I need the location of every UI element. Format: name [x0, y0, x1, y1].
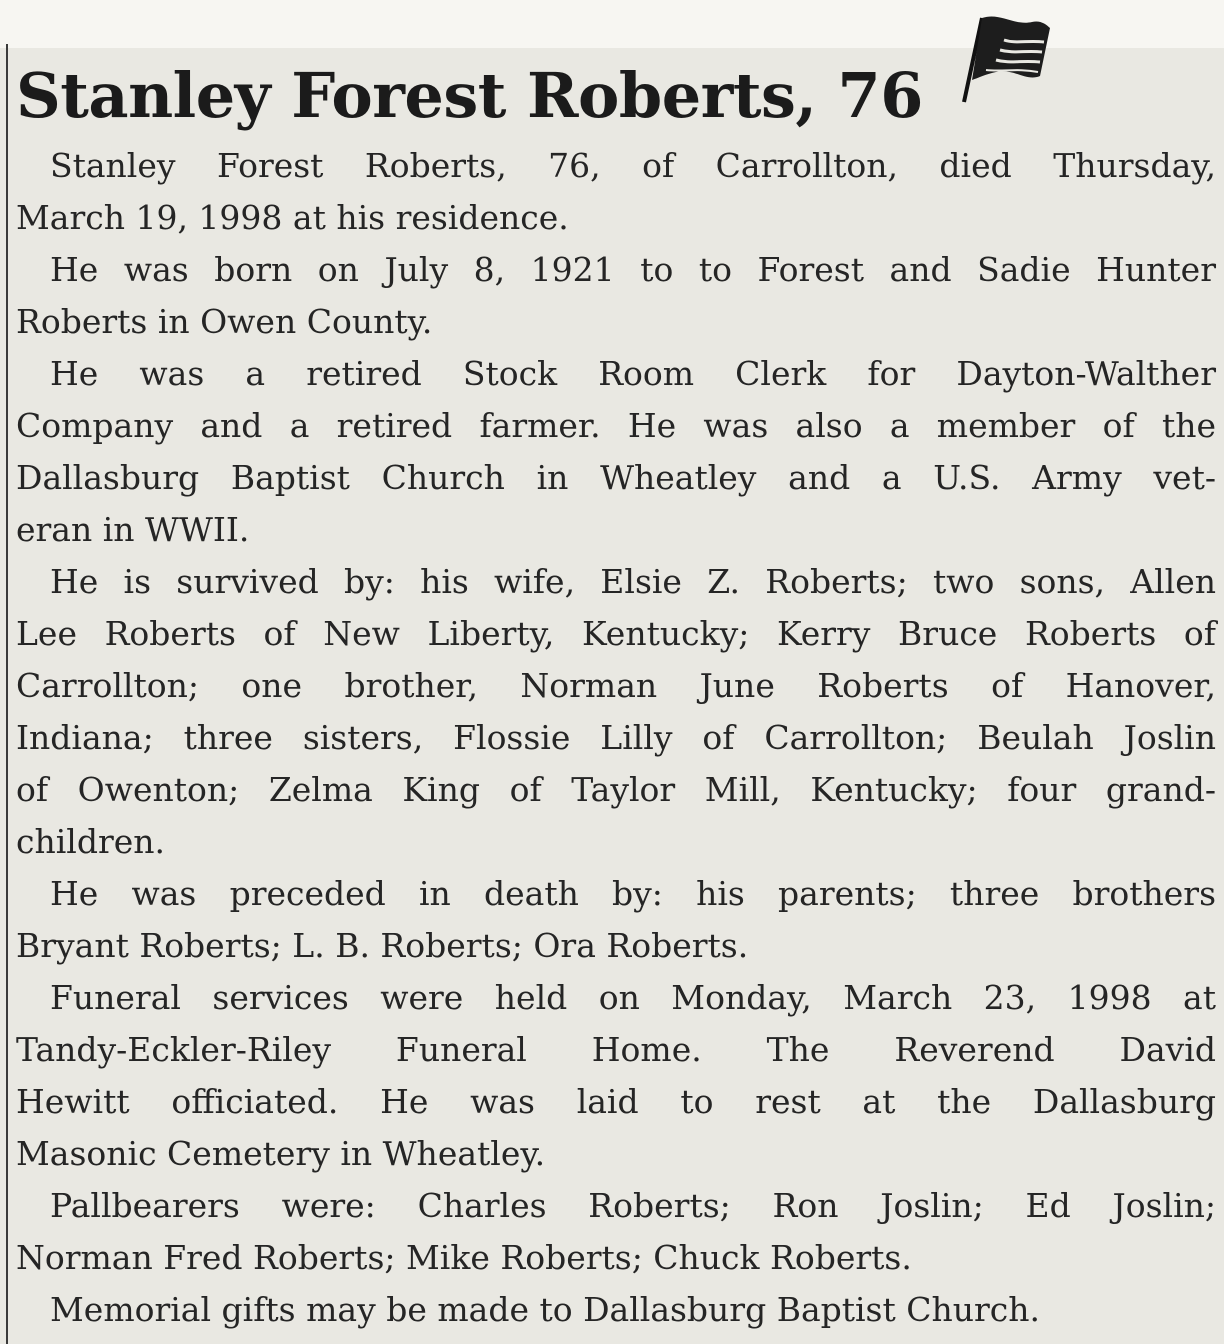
obituary-text-line: Dallasburg Baptist Church in Wheatley and a U.S. Army vet-	[16, 458, 1216, 497]
obituary-text-line: Pallbearers were: Charles Roberts; Ron Joslin; Ed Joslin;	[50, 1186, 1216, 1225]
obituary-text-line: Company and a retired farmer. He was also a member of the	[16, 406, 1216, 445]
obituary-text-line: He was a retired Stock Room Clerk for Dayton-Walther	[50, 354, 1216, 393]
obituary-text-line: He was born on July 8, 1921 to to Forest and Sadie Hunter	[50, 250, 1216, 289]
obituary-text-line: children.	[16, 822, 166, 861]
obituary-text-line: of Owenton; Zelma King of Taylor Mill, Kentucky; four grand-	[16, 770, 1216, 809]
obituary-text-line: Norman Fred Roberts; Mike Roberts; Chuck Roberts.	[16, 1238, 912, 1277]
obituary-text-line: Hewitt officiated. He was laid to rest at the Dallasburg	[16, 1082, 1216, 1121]
obituary-text-line: Indiana; three sisters, Flossie Lilly of Carrollton; Beulah Joslin	[16, 718, 1216, 757]
obituary-text-line: Tandy-Eckler-Riley Funeral Home. The Reverend David	[16, 1030, 1216, 1069]
obituary-text-line: Lee Roberts of New Liberty, Kentucky; Kerry Bruce Roberts of	[16, 614, 1216, 653]
obituary-text-line: Funeral services were held on Monday, March 23, 1998 at	[50, 978, 1216, 1017]
obituary-text-line: Roberts in Owen County.	[16, 302, 433, 341]
obituary-text-line: Carrollton; one brother, Norman June Roberts of Hanover,	[16, 666, 1216, 705]
obituary-text-line: March 19, 1998 at his residence.	[16, 198, 569, 237]
obituary-headline: Stanley Forest Roberts, 76	[16, 59, 923, 132]
column-rule	[6, 44, 8, 1344]
obituary-text-line: Memorial gifts may be made to Dallasburg Baptist Church.	[50, 1290, 1040, 1329]
obituary-text-line: He is survived by: his wife, Elsie Z. Roberts; two sons, Allen	[50, 562, 1216, 601]
obituary-text-line: Masonic Cemetery in Wheatley.	[16, 1134, 546, 1173]
obituary-text-line: Stanley Forest Roberts, 76, of Carrollton, died Thursday,	[50, 146, 1216, 185]
obituary-body	[16, 140, 1224, 1336]
american-flag-icon	[956, 10, 1056, 105]
obituary-text-line: He was preceded in death by: his parents; three brothers	[50, 874, 1216, 913]
obituary-text-line: eran in WWII.	[16, 510, 250, 549]
obituary-text-line: Bryant Roberts; L. B. Roberts; Ora Roberts.	[16, 926, 749, 965]
